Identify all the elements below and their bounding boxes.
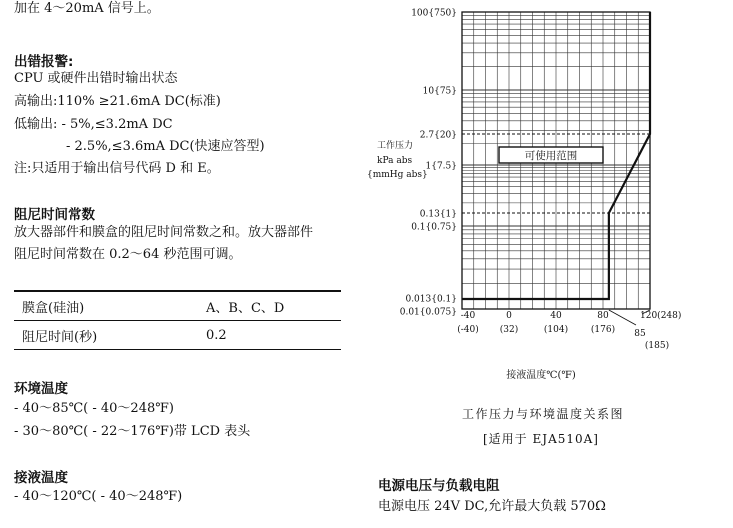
x-tick-leader xyxy=(609,310,636,325)
x-tick-label-f: (185) xyxy=(644,341,670,351)
y-tick-label: 0.013{0.1} xyxy=(405,294,457,305)
x-tick-label: 80 xyxy=(597,311,609,321)
x-tick-label: 120(248) xyxy=(640,311,682,321)
y-axis-label: {mmHg abs} xyxy=(367,170,428,180)
y-axis-label: kPa abs xyxy=(377,156,413,166)
error-alarm-heading: 出错报警: xyxy=(14,54,74,70)
chart-subtitle: [适用于 EJA510A] xyxy=(483,432,599,446)
x-tick-label: -40 xyxy=(460,311,476,321)
x-tick-label-f: (104) xyxy=(543,325,569,335)
process-temp-heading: 接液温度 xyxy=(14,470,68,486)
x-tick-label-f: (176) xyxy=(590,325,616,335)
error-alarm-line: - 2.5%,≤3.6mA DC(快速应答型) xyxy=(66,139,265,154)
damping-line: 阻尼时间常数在 0.2～64 秒范围可调。 xyxy=(14,247,242,262)
y-tick-label: 0.01{0.075} xyxy=(399,307,457,318)
table-cell-label: 阻尼时间(秒) xyxy=(14,321,192,350)
error-alarm-line: 高输出:110% ≥21.6mA DC(标准) xyxy=(14,94,221,109)
x-axis-label: 接液温度℃(℉) xyxy=(506,370,576,381)
y-axis-label: 工作压力 xyxy=(377,141,414,151)
ambient-temp-heading: 环境温度 xyxy=(14,381,68,397)
ambient-temp-line: - 40～85℃( - 40～248℉) xyxy=(14,401,174,416)
damping-line: 放大器部件和膜盒的阻尼时间常数之和。放大器部件 xyxy=(14,225,314,240)
y-tick-label: 100{750} xyxy=(411,8,457,19)
chart-title: 工作压力与环境温度关系图 xyxy=(461,407,625,421)
x-tick-label: 40 xyxy=(550,311,562,321)
table-cell-value: A、B、C、D xyxy=(192,291,341,321)
region-label: 可使用范围 xyxy=(524,150,578,162)
y-tick-label: 0.13{1} xyxy=(419,209,457,220)
damping-heading: 阻尼时间常数 xyxy=(14,207,95,223)
x-tick-label-f: (32) xyxy=(499,325,519,335)
x-tick-label: 0 xyxy=(506,311,512,321)
y-tick-label: 0.1{0.75} xyxy=(411,222,457,233)
power-supply-line: 电源电压 24V DC,允许最大负载 570Ω xyxy=(378,499,606,514)
intro-line: 加在 4～20mA 信号上。 xyxy=(14,1,160,16)
error-alarm-note: 注:只适用于输出信号代码 D 和 E。 xyxy=(14,161,220,176)
error-alarm-line: CPU 或硬件出错时输出状态 xyxy=(14,71,178,86)
x-tick-label-f: (-40) xyxy=(457,325,479,335)
power-supply-heading: 电源电压与负载电阻 xyxy=(378,478,500,494)
y-tick-label: 10{75} xyxy=(422,86,457,97)
table-cell-value: 0.2 xyxy=(192,321,341,350)
y-tick-label: 2.7{20} xyxy=(419,130,457,141)
table-cell-label: 膜盒(硅油) xyxy=(14,291,192,321)
error-alarm-line: 低输出: - 5%,≤3.2mA DC xyxy=(14,117,173,132)
process-temp-line: - 40～120℃( - 40～248℉) xyxy=(14,489,183,504)
x-tick-label: 85 xyxy=(634,329,646,339)
y-tick-label: 1{7.5} xyxy=(425,161,457,172)
ambient-temp-line: - 30～80℃( - 22～176℉)带 LCD 表头 xyxy=(14,424,251,439)
